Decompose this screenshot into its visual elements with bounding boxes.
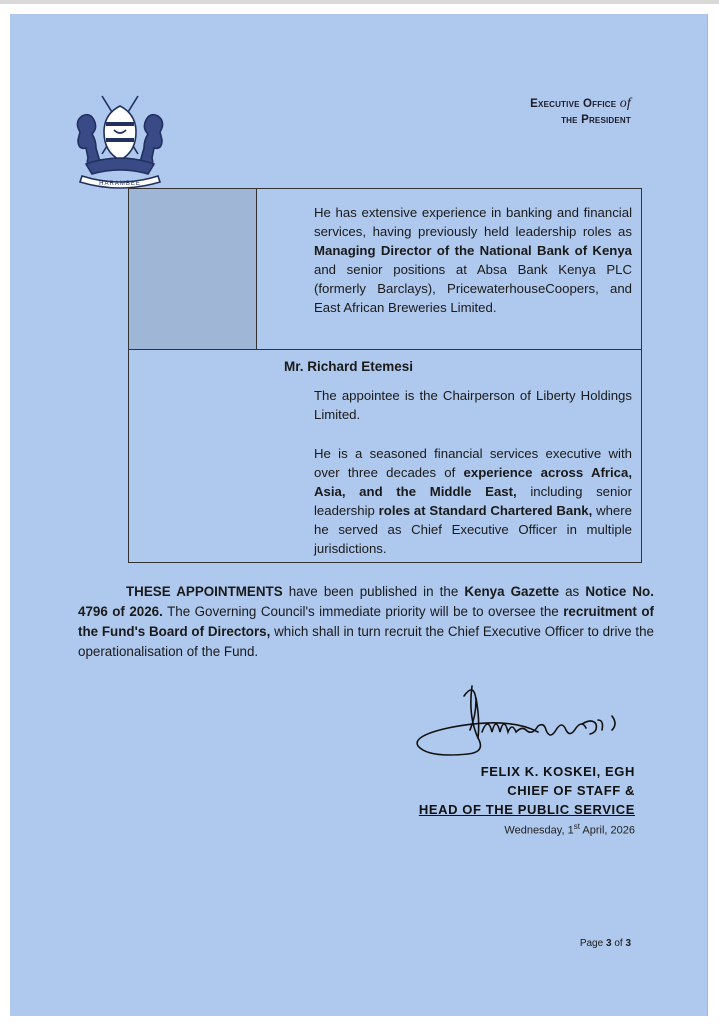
coat-of-arms-icon xyxy=(66,92,174,190)
top-border xyxy=(0,0,719,4)
signatory-title1: CHIEF OF STAFF & xyxy=(507,783,635,798)
document-page xyxy=(10,14,708,1016)
appointments-table xyxy=(128,188,642,563)
appointee-name: Mr. Richard Etemesi xyxy=(284,359,414,374)
signature-date: Wednesday, 1st April, 2026 xyxy=(504,822,635,837)
shaded-cell xyxy=(129,189,257,349)
signatory-block xyxy=(419,762,635,839)
row-divider xyxy=(129,349,641,350)
signatory-title2: HEAD OF THE PUBLIC SERVICE xyxy=(418,802,635,817)
page-number: Page 3 of 3 xyxy=(579,938,631,949)
appointee-description-3: He is a seasoned financial services executive with over three decades of experience across Africa, Asia, and the Middle East, including senior leadership roles at Standard Chartered Bank, where he served as Chief Executive Officer in multiple jurisdictions. xyxy=(314,446,632,556)
appointee-description-1: He has extensive experience in banking and financial services, having previously held leadership roles as Managing Director of the National Bank of Kenya and senior positions at Absa Bank Kenya PLC (formerly Barclays), PricewaterhouseCoopers, and East African Breweries Limited. xyxy=(314,205,632,315)
office-line2: the President xyxy=(561,114,631,126)
office-of: of xyxy=(619,96,631,111)
signatory-name: FELIX K. KOSKEI, EGH xyxy=(480,764,635,779)
appointee-description-2: The appointee is the Chairperson of Liberty Holdings Limited. xyxy=(314,388,632,422)
office-header xyxy=(530,96,631,128)
office-line1: Executive Office xyxy=(530,98,617,110)
svg-text:HARAMBEE: HARAMBEE xyxy=(99,181,141,187)
handwritten-signature xyxy=(412,676,642,776)
gazette-paragraph: THESE APPOINTMENTS have been published in the Kenya Gazette as Notice No. 4796 of 2026. The Governing Council's immediate priority will be to oversee the recruitment of the Fund's Board of Directors, which shall in turn recruit the Chief Executive Officer to drive the operationalisation of the Fund. xyxy=(78,584,654,659)
